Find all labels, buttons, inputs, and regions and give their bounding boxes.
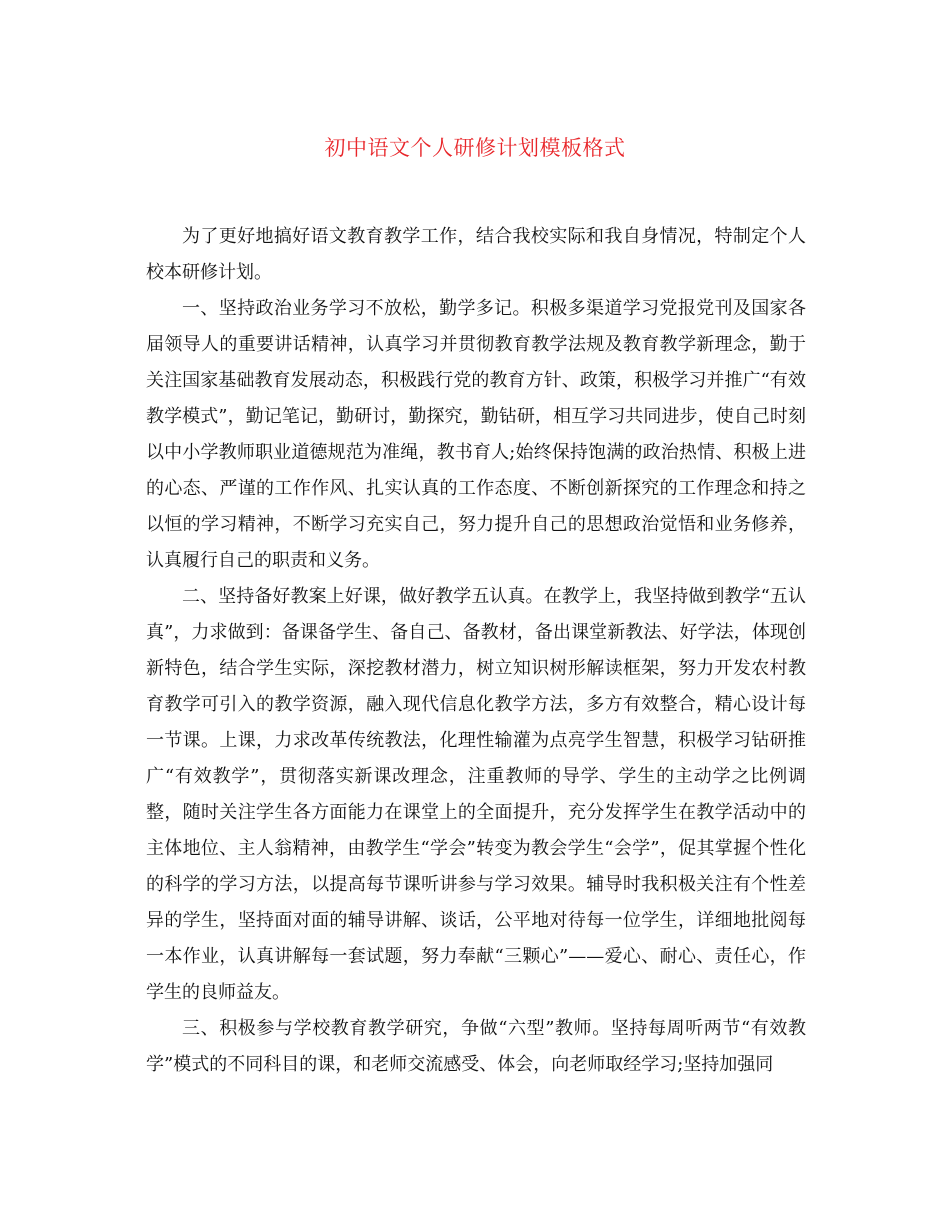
- document-title: 初中语文个人研修计划模板格式: [324, 136, 626, 160]
- document-body: [146, 219, 806, 1083]
- paragraph-intro: 为了更好地搞好语文教育教学工作，结合我校实际和我自身情况，特制定个人校本研修计划。: [146, 226, 806, 283]
- paragraph-section-2: 二、坚持备好教案上好课，做好教学五认真。在教学上，我坚持做到教学“五认真”，力求做到：备课备学生、备自己、备教材，备出课堂新教法、好学法，体现创新特色，结合学生实际，深挖教材潜力，树立知识树形解读框架，努力开发农村教育教学可引入的教学资源，融入现代信息化教学方法，多方有效整合，精心设计每一节课。上课，力求改革传统教法，化理性输灌为点亮学生智慧，积极学习钻研推广“有效教学”，贯彻落实新课改理念，注重教师的导学、学生的主动学之比例调整，随时关注学生各方面能力在课堂上的全面提升，充分发挥学生在教学活动中的主体地位、主人翁精神，由教学生“学会”转变为教会学生“会学”，促其掌握个性化的科学的学习方法，以提高每节课听讲参与学习效果。辅导时我积极关注有个性差异的学生，坚持面对面的辅导讲解、谈话，公平地对待每一位学生，详细地批阅每一本作业，认真讲解每一套试题，努力奉献“三颗心”——爱心、耐心、责任心，作学生的良师益友。: [146, 586, 806, 1003]
- paragraph-section-1: 一、坚持政治业务学习不放松，勤学多记。积极多渠道学习党报党刊及国家各届领导人的重要讲话精神，认真学习并贯彻教育教学法规及教育教学新理念，勤于关注国家基础教育发展动态，积极践行党的教育方针、政策，积极学习并推广“有效教学模式”，勤记笔记，勤研讨，勤探究，勤钻研，相互学习共同进步，使自己时刻以中小学教师职业道德规范为准绳，教书育人;始终保持饱满的政治热情、积极上进的心态、严谨的工作作风、扎实认真的工作态度、不断创新探究的工作理念和持之以恒的学习精神，不断学习充实自己，努力提升自己的思想政治觉悟和业务修养，认真履行自己的职责和义务。: [146, 298, 806, 571]
- paragraph-section-3: 三、积极参与学校教育教学研究，争做“六型”教师。坚持每周听两节“有效教学”模式的不同科目的课，和老师交流感受、体会，向老师取经学习;坚持加强同: [146, 1018, 806, 1075]
